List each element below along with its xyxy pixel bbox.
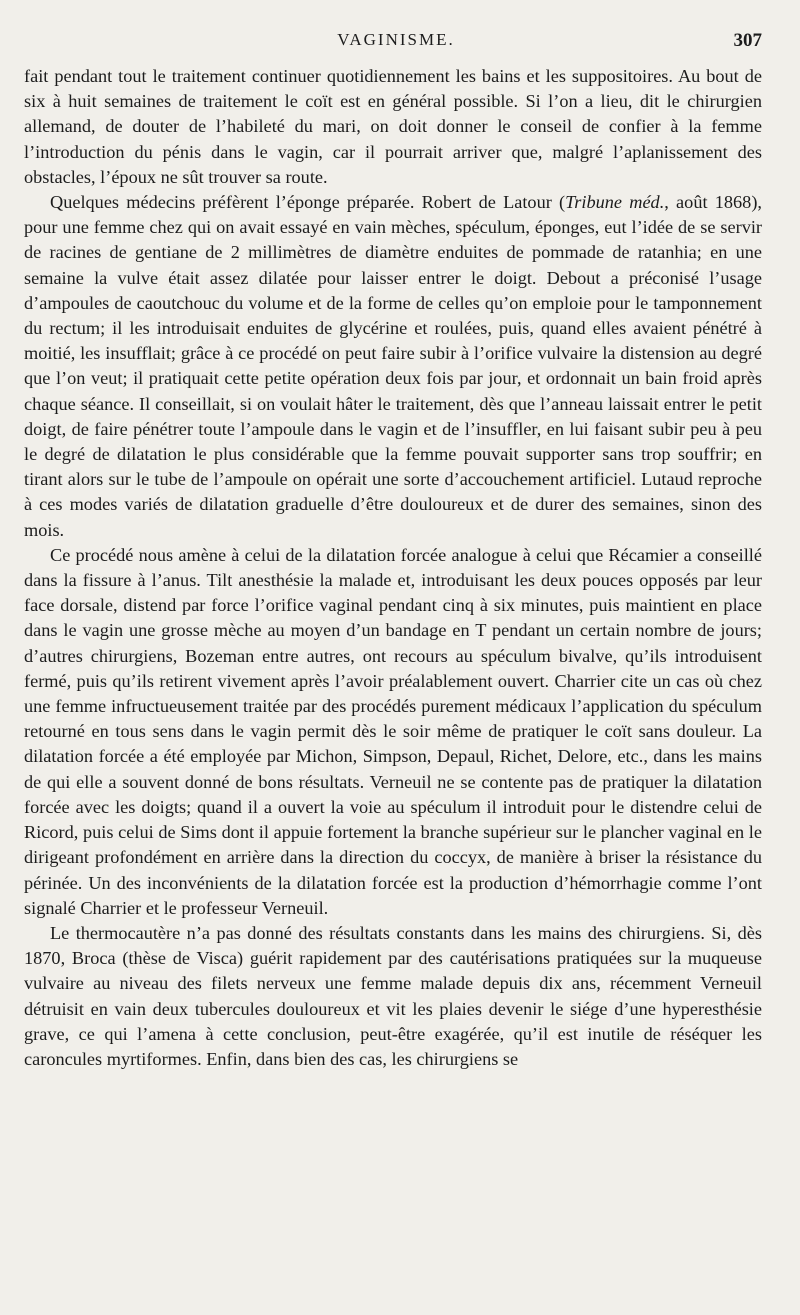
body-text xyxy=(24,64,762,1072)
text-run: Quelques médecins préfèrent l’éponge préparée. Robert de Latour ( xyxy=(50,192,566,213)
italic-citation: Tribune méd. xyxy=(565,192,665,213)
text-run: Le thermocautère n’a pas donné des résultats constants dans les mains des chirurgiens. Si, dès 1870, Broca (thèse de Visca) guérit rapidement par des cautérisations pratiquées sur la muqueuse vulvaire au niveau des filets nerveux une femme malade depuis dix ans, récemment Verneuil détruisit en vain deux tubercules douloureux et vit les plaies devenir le siége d’une hyperesthésie grave, ce qui l’amena à cette conclusion, peut-être exagérée, qu’il est inutile de réséquer les caroncules myrtiformes. Enfin, dans bien des cas, les chirurgiens se xyxy=(24,922,762,1069)
paragraph xyxy=(24,921,762,1072)
paragraph xyxy=(24,64,762,190)
page-header xyxy=(30,30,762,56)
page-number: 307 xyxy=(733,30,762,51)
paragraph xyxy=(24,543,762,921)
text-run: , août 1868), pour une femme chez qui on avait essayé en vain mèches, spéculum, éponges, eut l’idée de se servir de racines de gentiane de 2 millimètres de diamètre enduites de pommade de ratanhia; en une semaine la vulve était assez dilatée pour laisser entrer le doigt. Debout a préconisé l’usage d’ampoules de caoutchouc du volume et de la forme de celles qu’on emploie pour le tamponnement du rectum; il les introduisait enduites de glycérine et roulées, puis, quand elles avaient pénétré à moitié, les insufflait; grâce à ce procédé on peut faire subir à l’orifice vulvaire la distension au degré que l’on veut; il pratiquait cette petite opération deux fois par jour, et ordonnait un bain froid après chaque séance. Il conseillait, si on voulait hâter le traitement, dès que l’anneau laissait entrer le petit doigt, de faire pénétrer toute l’ampoule dans le vagin et de l’insuffler, en lui faisant subir peu à peu le degré de dilatation le plus considérable que la femme pouvait supporter sans trop souffrir; en tirant alors sur le tube de l’ampoule on opérait une sorte d’accouchement artificiel. Lutaud reproche à ces modes variés de dilatation graduelle d’être douloureux et de durer des semaines, sinon des mois. xyxy=(24,192,762,540)
paragraph xyxy=(24,190,762,543)
text-run: fait pendant tout le traitement continuer quotidiennement les bains et les suppositoires. Au bout de six à huit semaines de traitement le coït est en général possible. Si l’on a lieu, dit le chirurgien allemand, de douter de l’habileté du mari, on doit donner le conseil de confier à la femme l’introduction du pénis dans le vagin, car il pourrait arriver que, malgré l’aplanissement des obstacles, l’époux ne sût trouver sa route. xyxy=(24,66,762,187)
running-title: VAGINISME. xyxy=(337,30,455,49)
text-run: Ce procédé nous amène à celui de la dilatation forcée analogue à celui que Récamier a conseillé dans la fissure à l’anus. Tilt anesthésie la malade et, introduisant les deux pouces opposés par leur face dorsale, distend par force l’orifice vaginal pendant cinq à six minutes, puis maintient en place dans le vagin une grosse mèche au moyen d’un bandage en T pendant un certain nombre de jours; d’autres chirurgiens, Bozeman entre autres, ont recours au spéculum bivalve, qu’ils introduisent fermé, puis qu’ils retirent vivement après l’avoir préalablement ouvert. Charrier cite un cas où chez une femme infructueusement traitée par des procédés purement médicaux l’application du spéculum retourné en tous sens dans le vagin permit dès le soir même de pratiquer le coït sans douleur. La dilatation forcée a été employée par Michon, Simpson, Depaul, Richet, Delore, etc., dans les mains de qui elle a souvent donné de bons résultats. Verneuil ne se contente pas de pratiquer la dilatation forcée avec les doigts; quand il a ouvert la voie au spéculum il introduit pour le distendre celui de Ricord, puis celui de Sims dont il appuie fortement la branche supérieur sur le plancher vaginal en le dirigeant profondément en arrière dans la direction du coccyx, de manière à briser la résistance du périnée. Un des inconvénients de la dilatation forcée est la production d’hémorrhagie comme l’ont signalé Charrier et le professeur Verneuil. xyxy=(24,544,762,918)
